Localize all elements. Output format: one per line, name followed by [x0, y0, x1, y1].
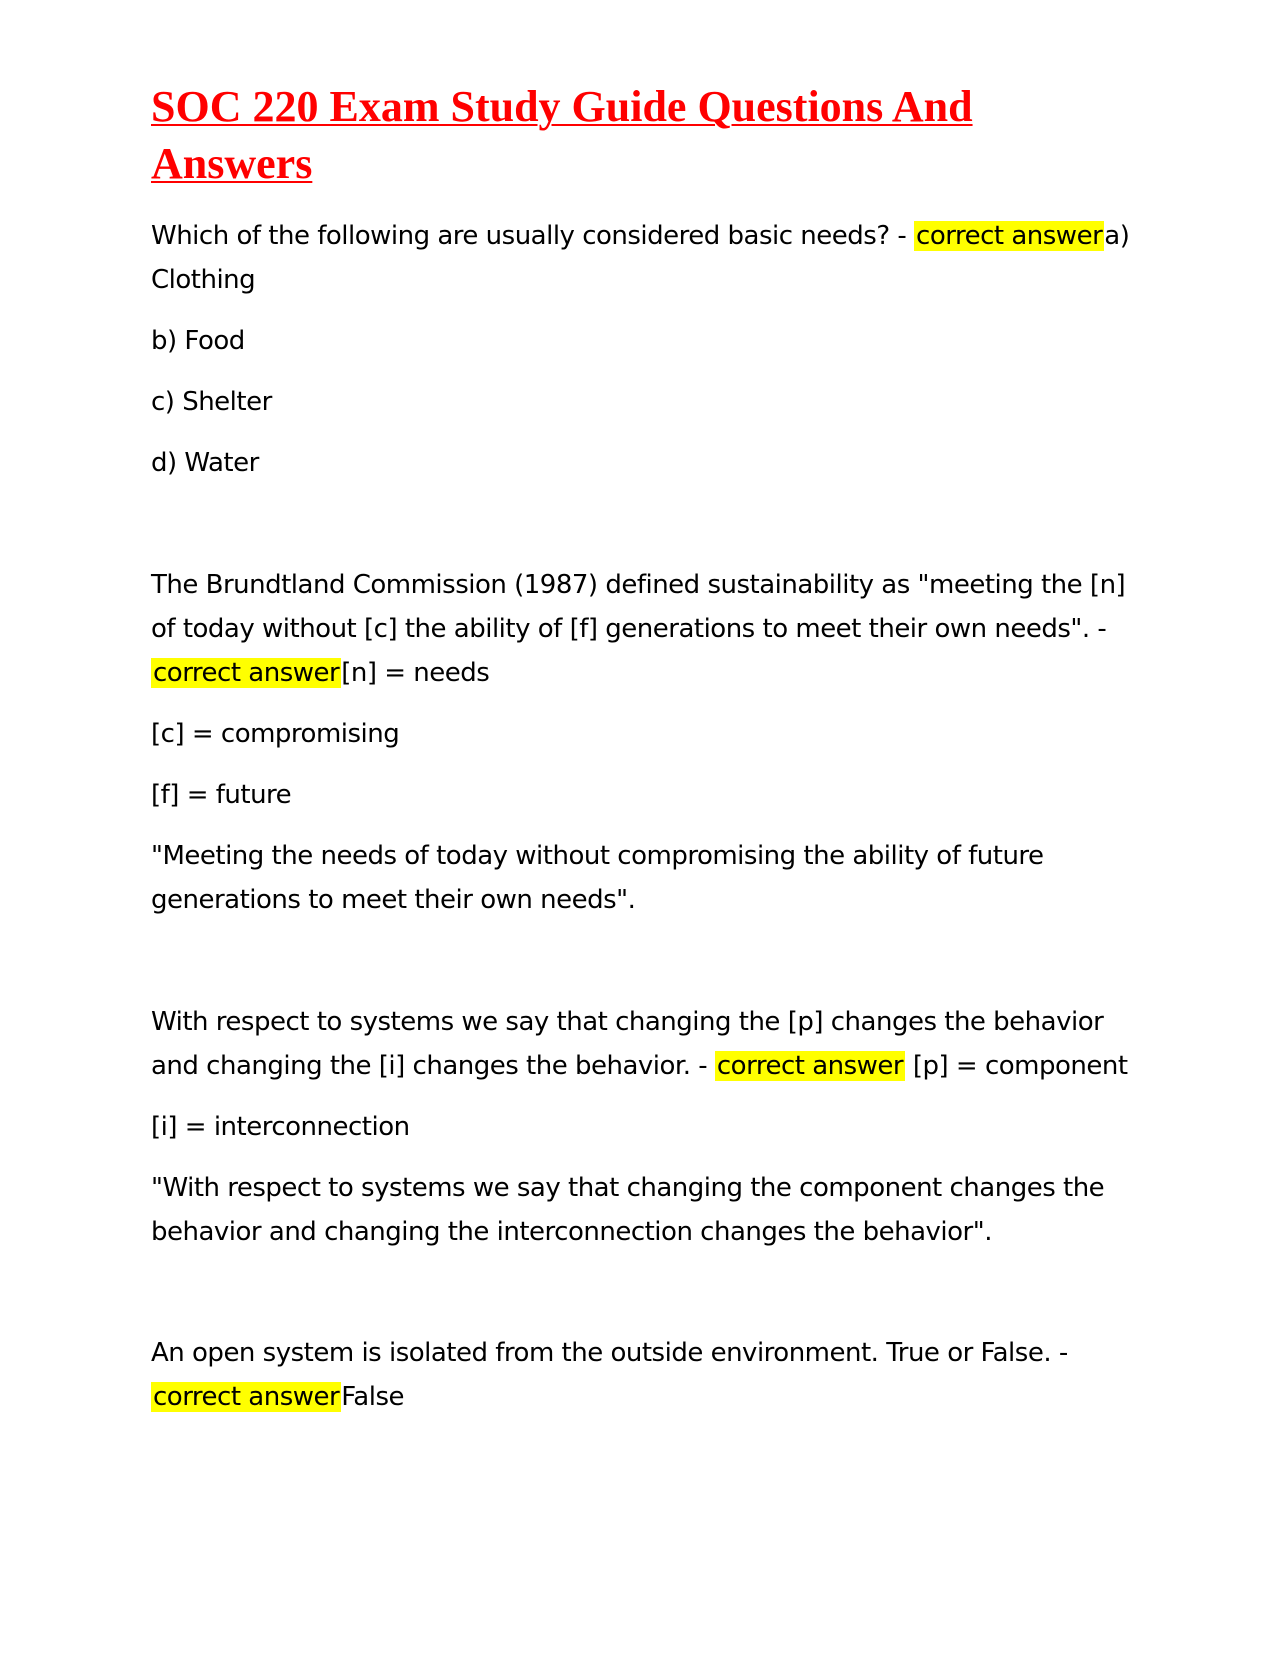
document-page: [151, 78, 1136, 1436]
answer-line: "With respect to systems we say that changing the component changes the behavior and changing the interconnection changes the behavior".: [151, 1173, 1105, 1247]
qa-block-4: [151, 1331, 1136, 1419]
question-1: [151, 214, 1136, 302]
answer-line: "Meeting the needs of today without compromising the ability of future generations to meet their own needs".: [151, 841, 1044, 915]
question-text: The Brundtland Commission (1987) defined sustainability as "meeting the [n] of today without [c] the ability of [f] generations to meet their own needs". -: [151, 570, 1126, 644]
answer-line: b) Food: [151, 326, 245, 356]
question-text: An open system is isolated from the outside environment. True or False. -: [151, 1338, 1068, 1368]
qa-block-2: [151, 563, 1136, 922]
qa-block-1: [151, 214, 1136, 485]
qa-block-3: [151, 1000, 1136, 1254]
answer-text: False: [341, 1382, 404, 1412]
correct-answer-label: correct answer: [153, 658, 340, 688]
question-3: [151, 1000, 1136, 1088]
answer-line: [c] = compromising: [151, 719, 400, 749]
correct-answer-label: correct answer: [153, 1382, 340, 1412]
answer-line: [i] = interconnection: [151, 1112, 410, 1142]
block-spacer: [151, 502, 1136, 563]
question-4: [151, 1331, 1136, 1419]
answer-line: c) Shelter: [151, 387, 272, 417]
answer-text: [n] = needs: [341, 658, 490, 688]
answer-text: a) Clothing: [151, 221, 1130, 295]
correct-answer-label: correct answer: [916, 221, 1103, 251]
answer-line: d) Water: [151, 448, 259, 478]
question-2: [151, 563, 1136, 695]
block-spacer: [151, 939, 1136, 1000]
question-text: Which of the following are usually considered basic needs? -: [151, 221, 915, 251]
answer-text: [p] = component: [912, 1051, 1128, 1081]
correct-answer-label: correct answer: [716, 1051, 904, 1081]
block-spacer: [151, 1271, 1136, 1331]
document-title: SOC 220 Exam Study Guide Questions And Answers: [151, 82, 973, 188]
question-text: With respect to systems we say that changing the [p] changes the behavior and changing the [i] changes the behavior. -: [151, 1007, 1104, 1081]
answer-line: [f] = future: [151, 780, 292, 810]
